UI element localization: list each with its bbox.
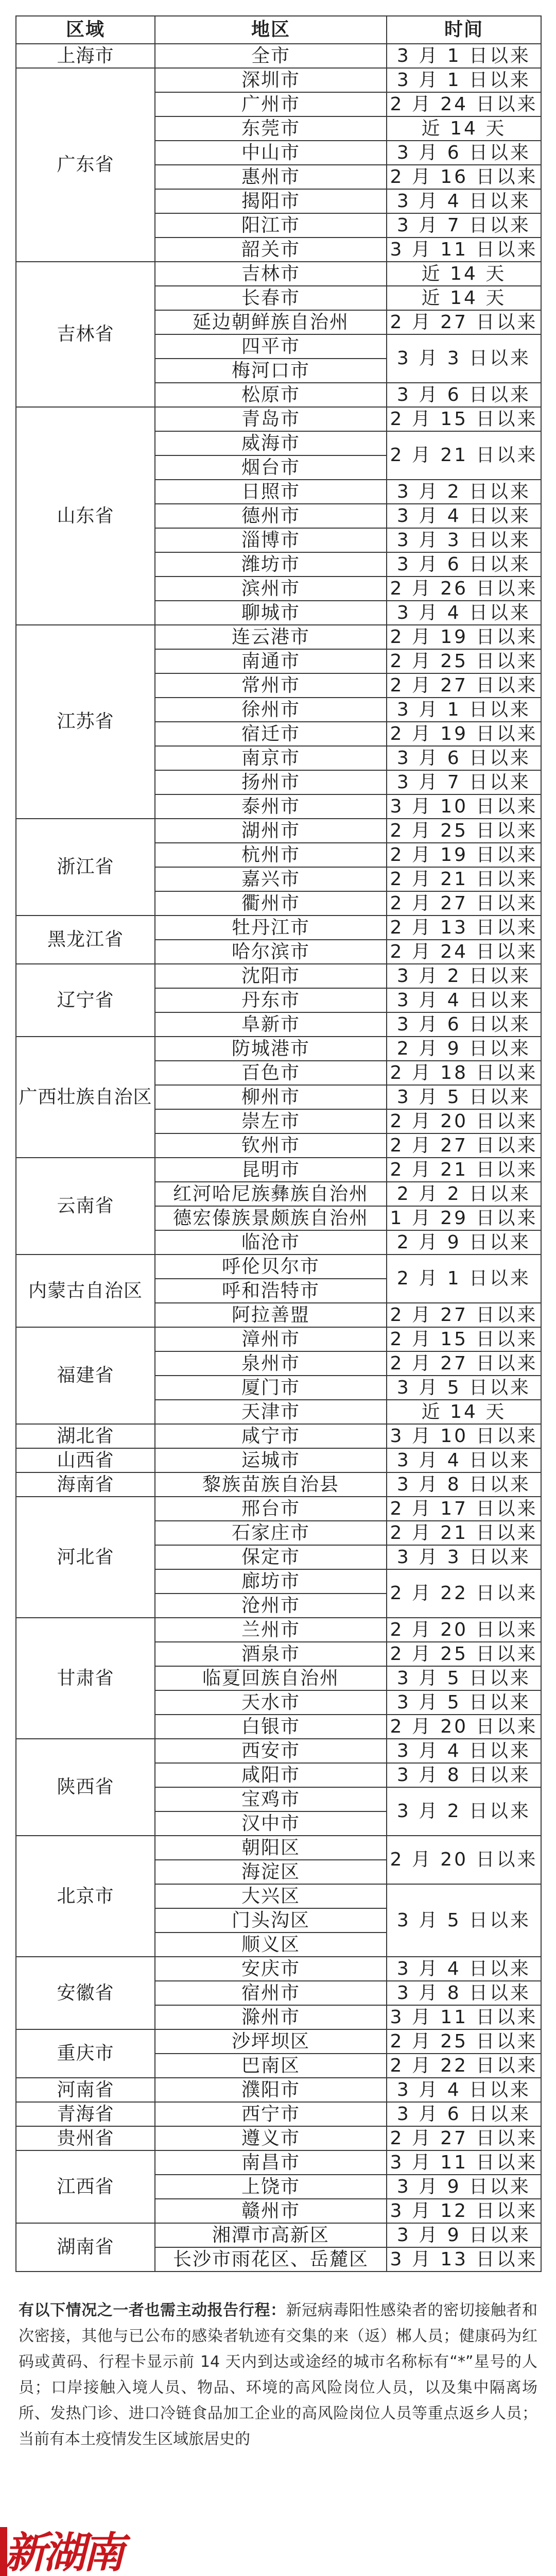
time-cell: 3 月 1 日以来 bbox=[387, 698, 541, 722]
area-cell: 丹东市 bbox=[155, 988, 387, 1012]
area-cell: 汉中市 bbox=[155, 1811, 387, 1836]
area-cell: 泉州市 bbox=[155, 1351, 387, 1376]
region-cell: 海南省 bbox=[16, 1472, 155, 1497]
area-cell: 韶关市 bbox=[155, 238, 387, 262]
area-cell: 德州市 bbox=[155, 504, 387, 528]
area-cell: 临夏回族自治州 bbox=[155, 1666, 387, 1690]
hunan-daily-logo bbox=[0, 2527, 121, 2576]
region-cell: 广东省 bbox=[16, 68, 155, 262]
time-cell: 2 月 19 日以来 bbox=[387, 722, 541, 746]
area-cell: 松原市 bbox=[155, 383, 387, 407]
time-cell: 2 月 20 日以来 bbox=[387, 1109, 541, 1133]
area-cell: 宿迁市 bbox=[155, 722, 387, 746]
area-cell: 大兴区 bbox=[155, 1884, 387, 1908]
area-cell: 保定市 bbox=[155, 1545, 387, 1569]
area-cell: 沈阳市 bbox=[155, 964, 387, 988]
area-cell: 深圳市 bbox=[155, 68, 387, 92]
area-cell: 牡丹江市 bbox=[155, 916, 387, 940]
time-cell: 2 月 17 日以来 bbox=[387, 1497, 541, 1521]
area-cell: 邢台市 bbox=[155, 1497, 387, 1521]
area-cell: 扬州市 bbox=[155, 770, 387, 794]
time-cell: 3 月 5 日以来 bbox=[387, 1085, 541, 1109]
area-cell: 酒泉市 bbox=[155, 1642, 387, 1666]
time-cell: 2 月 1 日以来 bbox=[387, 1255, 541, 1303]
time-cell: 3 月 4 日以来 bbox=[387, 1957, 541, 1981]
area-cell: 天津市 bbox=[155, 1400, 387, 1424]
time-cell: 2 月 19 日以来 bbox=[387, 843, 541, 867]
area-cell: 南昌市 bbox=[155, 2150, 387, 2175]
time-cell: 2 月 21 日以来 bbox=[387, 431, 541, 480]
area-cell: 阿拉善盟 bbox=[155, 1303, 387, 1327]
time-cell: 2 月 18 日以来 bbox=[387, 1061, 541, 1085]
region-cell: 黑龙江省 bbox=[16, 916, 155, 964]
notice-lead: 有以下情况之一者也需主动报告行程： bbox=[19, 2301, 286, 2319]
time-cell: 2 月 15 日以来 bbox=[387, 407, 541, 431]
time-cell: 3 月 4 日以来 bbox=[387, 1739, 541, 1763]
table-row bbox=[16, 2078, 541, 2102]
area-cell: 聊城市 bbox=[155, 601, 387, 625]
table-row bbox=[16, 1158, 541, 1182]
time-cell: 3 月 6 日以来 bbox=[387, 383, 541, 407]
area-cell: 钦州市 bbox=[155, 1133, 387, 1158]
time-cell: 3 月 6 日以来 bbox=[387, 141, 541, 165]
area-cell: 淄博市 bbox=[155, 528, 387, 552]
area-cell: 阳江市 bbox=[155, 213, 387, 238]
time-cell: 3 月 6 日以来 bbox=[387, 746, 541, 770]
area-cell: 兰州市 bbox=[155, 1618, 387, 1642]
table-row bbox=[16, 1957, 541, 1981]
time-cell: 3 月 4 日以来 bbox=[387, 2078, 541, 2102]
time-cell: 3 月 4 日以来 bbox=[387, 504, 541, 528]
area-cell: 长沙市雨花区、岳麓区 bbox=[155, 2247, 387, 2272]
time-cell: 3 月 3 日以来 bbox=[387, 1545, 541, 1569]
area-cell: 红河哈尼族彝族自治州 bbox=[155, 1182, 387, 1206]
logo-mark: 新湖南 bbox=[4, 2528, 121, 2576]
time-cell: 2 月 25 日以来 bbox=[387, 819, 541, 843]
area-cell: 宿州市 bbox=[155, 1981, 387, 2005]
area-cell: 日照市 bbox=[155, 480, 387, 504]
table-row bbox=[16, 1739, 541, 1763]
region-cell: 北京市 bbox=[16, 1836, 155, 1957]
table-row bbox=[16, 1255, 541, 1279]
area-cell: 上饶市 bbox=[155, 2175, 387, 2199]
area-cell: 百色市 bbox=[155, 1061, 387, 1085]
area-cell: 遵义市 bbox=[155, 2126, 387, 2150]
area-cell: 安庆市 bbox=[155, 1957, 387, 1981]
time-cell: 3 月 1 日以来 bbox=[387, 44, 541, 68]
region-cell: 山西省 bbox=[16, 1448, 155, 1472]
region-cell: 重庆市 bbox=[16, 2029, 155, 2078]
table-row bbox=[16, 1424, 541, 1448]
notice-body: 新冠病毒阳性感染者的密切接触者和次密接，其他与已公布的感染者轨迹有交集的来（返）郴人员；健康码为红码或黄码、行程卡显示前 14 天内到达或途经的城市名称标有“*”星号的人员；口岸接触入境人员、物品、环境的高风险岗位人员，以及集中隔离场所、发热门诊、进口冷链食品加工企业的高风险岗位人员等重点返乡人员；当前有本土疫情发生区域旅居史的 bbox=[19, 2301, 537, 2448]
area-cell: 呼和浩特市 bbox=[155, 1279, 387, 1303]
time-cell: 2 月 25 日以来 bbox=[387, 649, 541, 673]
time-cell: 近 14 天 bbox=[387, 1400, 541, 1424]
area-cell: 延边朝鲜族自治州 bbox=[155, 310, 387, 334]
time-cell: 2 月 27 日以来 bbox=[387, 1351, 541, 1376]
area-cell: 威海市 bbox=[155, 431, 387, 455]
area-cell: 防城港市 bbox=[155, 1037, 387, 1061]
time-cell: 3 月 7 日以来 bbox=[387, 770, 541, 794]
area-cell: 哈尔滨市 bbox=[155, 940, 387, 964]
time-cell: 2 月 21 日以来 bbox=[387, 867, 541, 891]
table-row bbox=[16, 1618, 541, 1642]
area-cell: 咸阳市 bbox=[155, 1763, 387, 1787]
area-cell: 南京市 bbox=[155, 746, 387, 770]
time-cell: 2 月 27 日以来 bbox=[387, 891, 541, 916]
area-cell: 德宏傣族景颇族自治州 bbox=[155, 1206, 387, 1230]
table-row bbox=[16, 44, 541, 68]
area-cell: 杭州市 bbox=[155, 843, 387, 867]
table-row bbox=[16, 407, 541, 431]
table-header-row bbox=[16, 16, 541, 44]
time-cell: 2 月 27 日以来 bbox=[387, 310, 541, 334]
area-cell: 中山市 bbox=[155, 141, 387, 165]
time-cell: 2 月 27 日以来 bbox=[387, 1303, 541, 1327]
table-row bbox=[16, 1327, 541, 1351]
area-cell: 顺义区 bbox=[155, 1933, 387, 1957]
area-cell: 徐州市 bbox=[155, 698, 387, 722]
region-cell: 河北省 bbox=[16, 1497, 155, 1618]
time-cell: 近 14 天 bbox=[387, 116, 541, 141]
area-cell: 滁州市 bbox=[155, 2005, 387, 2029]
time-cell: 3 月 11 日以来 bbox=[387, 2150, 541, 2175]
region-cell: 云南省 bbox=[16, 1158, 155, 1255]
area-cell: 西宁市 bbox=[155, 2102, 387, 2126]
region-cell: 江西省 bbox=[16, 2150, 155, 2223]
area-cell: 阜新市 bbox=[155, 1012, 387, 1037]
time-cell: 2 月 9 日以来 bbox=[387, 1230, 541, 1255]
area-cell: 湖州市 bbox=[155, 819, 387, 843]
area-cell: 濮阳市 bbox=[155, 2078, 387, 2102]
time-cell: 3 月 2 日以来 bbox=[387, 480, 541, 504]
time-cell: 3 月 10 日以来 bbox=[387, 1424, 541, 1448]
area-cell: 惠州市 bbox=[155, 165, 387, 189]
time-cell: 2 月 20 日以来 bbox=[387, 1618, 541, 1642]
area-cell: 宝鸡市 bbox=[155, 1787, 387, 1811]
area-cell: 门头沟区 bbox=[155, 1908, 387, 1933]
table-row bbox=[16, 819, 541, 843]
area-cell: 厦门市 bbox=[155, 1376, 387, 1400]
region-cell: 山东省 bbox=[16, 407, 155, 625]
time-cell: 3 月 3 日以来 bbox=[387, 334, 541, 383]
time-cell: 3 月 12 日以来 bbox=[387, 2199, 541, 2223]
header-time: 时间 bbox=[387, 16, 541, 44]
region-cell: 辽宁省 bbox=[16, 964, 155, 1037]
table-row bbox=[16, 1472, 541, 1497]
area-cell: 昆明市 bbox=[155, 1158, 387, 1182]
time-cell: 3 月 6 日以来 bbox=[387, 1012, 541, 1037]
time-cell: 2 月 20 日以来 bbox=[387, 1836, 541, 1884]
time-cell: 3 月 9 日以来 bbox=[387, 2175, 541, 2199]
time-cell: 2 月 27 日以来 bbox=[387, 673, 541, 698]
region-cell: 青海省 bbox=[16, 2102, 155, 2126]
time-cell: 3 月 4 日以来 bbox=[387, 189, 541, 213]
area-cell: 赣州市 bbox=[155, 2199, 387, 2223]
area-cell: 白银市 bbox=[155, 1715, 387, 1739]
area-cell: 嘉兴市 bbox=[155, 867, 387, 891]
time-cell: 3 月 1 日以来 bbox=[387, 68, 541, 92]
area-cell: 东莞市 bbox=[155, 116, 387, 141]
area-cell: 衢州市 bbox=[155, 891, 387, 916]
table-row bbox=[16, 625, 541, 649]
time-cell: 2 月 19 日以来 bbox=[387, 625, 541, 649]
area-cell: 潍坊市 bbox=[155, 552, 387, 577]
table-row bbox=[16, 1037, 541, 1061]
region-cell: 安徽省 bbox=[16, 1957, 155, 2029]
notice-paragraph bbox=[15, 2287, 541, 2452]
region-cell: 吉林省 bbox=[16, 262, 155, 407]
time-cell: 2 月 25 日以来 bbox=[387, 1642, 541, 1666]
area-cell: 咸宁市 bbox=[155, 1424, 387, 1448]
risk-table-container bbox=[15, 15, 541, 2272]
area-cell: 朝阳区 bbox=[155, 1836, 387, 1860]
time-cell: 3 月 3 日以来 bbox=[387, 528, 541, 552]
time-cell: 3 月 4 日以来 bbox=[387, 601, 541, 625]
table-row bbox=[16, 2150, 541, 2175]
area-cell: 烟台市 bbox=[155, 455, 387, 480]
time-cell: 3 月 5 日以来 bbox=[387, 1690, 541, 1715]
time-cell: 近 14 天 bbox=[387, 262, 541, 286]
time-cell: 3 月 4 日以来 bbox=[387, 988, 541, 1012]
area-cell: 连云港市 bbox=[155, 625, 387, 649]
area-cell: 南通市 bbox=[155, 649, 387, 673]
area-cell: 崇左市 bbox=[155, 1109, 387, 1133]
time-cell: 2 月 26 日以来 bbox=[387, 577, 541, 601]
time-cell: 2 月 24 日以来 bbox=[387, 940, 541, 964]
time-cell: 2 月 21 日以来 bbox=[387, 1521, 541, 1545]
area-cell: 黎族苗族自治县 bbox=[155, 1472, 387, 1497]
header-region: 区域 bbox=[16, 16, 155, 44]
area-cell: 揭阳市 bbox=[155, 189, 387, 213]
time-cell: 2 月 16 日以来 bbox=[387, 165, 541, 189]
area-cell: 湘潭市高新区 bbox=[155, 2223, 387, 2247]
area-cell: 临沧市 bbox=[155, 1230, 387, 1255]
area-cell: 沙坪坝区 bbox=[155, 2029, 387, 2054]
area-cell: 海淀区 bbox=[155, 1860, 387, 1884]
time-cell: 3 月 5 日以来 bbox=[387, 1884, 541, 1957]
time-cell: 3 月 9 日以来 bbox=[387, 2223, 541, 2247]
time-cell: 3 月 8 日以来 bbox=[387, 1472, 541, 1497]
time-cell: 3 月 8 日以来 bbox=[387, 1981, 541, 2005]
time-cell: 3 月 6 日以来 bbox=[387, 552, 541, 577]
region-cell: 湖南省 bbox=[16, 2223, 155, 2272]
region-cell: 浙江省 bbox=[16, 819, 155, 916]
area-cell: 沧州市 bbox=[155, 1594, 387, 1618]
table-row bbox=[16, 2126, 541, 2150]
area-cell: 常州市 bbox=[155, 673, 387, 698]
table-row bbox=[16, 1448, 541, 1472]
area-cell: 全市 bbox=[155, 44, 387, 68]
time-cell: 2 月 27 日以来 bbox=[387, 1133, 541, 1158]
table-row bbox=[16, 68, 541, 92]
area-cell: 四平市 bbox=[155, 334, 387, 359]
time-cell: 2 月 22 日以来 bbox=[387, 1569, 541, 1618]
area-cell: 青岛市 bbox=[155, 407, 387, 431]
table-row bbox=[16, 262, 541, 286]
time-cell: 3 月 13 日以来 bbox=[387, 2247, 541, 2272]
time-cell: 2 月 22 日以来 bbox=[387, 2054, 541, 2078]
area-cell: 巴南区 bbox=[155, 2054, 387, 2078]
area-cell: 天水市 bbox=[155, 1690, 387, 1715]
area-cell: 长春市 bbox=[155, 286, 387, 310]
time-cell: 3 月 8 日以来 bbox=[387, 1763, 541, 1787]
region-cell: 上海市 bbox=[16, 44, 155, 68]
area-cell: 漳州市 bbox=[155, 1327, 387, 1351]
region-cell: 广西壮族自治区 bbox=[16, 1037, 155, 1158]
time-cell: 2 月 20 日以来 bbox=[387, 1715, 541, 1739]
time-cell: 2 月 15 日以来 bbox=[387, 1327, 541, 1351]
time-cell: 2 月 21 日以来 bbox=[387, 1158, 541, 1182]
time-cell: 2 月 27 日以来 bbox=[387, 2126, 541, 2150]
area-cell: 滨州市 bbox=[155, 577, 387, 601]
table-row bbox=[16, 2102, 541, 2126]
area-cell: 广州市 bbox=[155, 92, 387, 116]
risk-area-table bbox=[15, 15, 542, 2272]
region-cell: 内蒙古自治区 bbox=[16, 1255, 155, 1327]
region-cell: 湖北省 bbox=[16, 1424, 155, 1448]
region-cell: 福建省 bbox=[16, 1327, 155, 1424]
time-cell: 3 月 11 日以来 bbox=[387, 2005, 541, 2029]
time-cell: 3 月 7 日以来 bbox=[387, 213, 541, 238]
time-cell: 3 月 2 日以来 bbox=[387, 1787, 541, 1836]
area-cell: 吉林市 bbox=[155, 262, 387, 286]
time-cell: 3 月 2 日以来 bbox=[387, 964, 541, 988]
region-cell: 河南省 bbox=[16, 2078, 155, 2102]
time-cell: 3 月 5 日以来 bbox=[387, 1666, 541, 1690]
area-cell: 运城市 bbox=[155, 1448, 387, 1472]
area-cell: 呼伦贝尔市 bbox=[155, 1255, 387, 1279]
table-row bbox=[16, 2223, 541, 2247]
time-cell: 3 月 6 日以来 bbox=[387, 2102, 541, 2126]
table-row bbox=[16, 964, 541, 988]
time-cell: 3 月 5 日以来 bbox=[387, 1376, 541, 1400]
region-cell: 贵州省 bbox=[16, 2126, 155, 2150]
table-row bbox=[16, 2029, 541, 2054]
table-body bbox=[16, 44, 541, 2272]
time-cell: 3 月 10 日以来 bbox=[387, 794, 541, 819]
time-cell: 3 月 11 日以来 bbox=[387, 238, 541, 262]
area-cell: 廊坊市 bbox=[155, 1569, 387, 1594]
area-cell: 泰州市 bbox=[155, 794, 387, 819]
time-cell: 2 月 9 日以来 bbox=[387, 1037, 541, 1061]
area-cell: 石家庄市 bbox=[155, 1521, 387, 1545]
time-cell: 2 月 2 日以来 bbox=[387, 1182, 541, 1206]
region-cell: 陕西省 bbox=[16, 1739, 155, 1836]
table-row bbox=[16, 1497, 541, 1521]
region-cell: 甘肃省 bbox=[16, 1618, 155, 1739]
table-row bbox=[16, 916, 541, 940]
time-cell: 2 月 13 日以来 bbox=[387, 916, 541, 940]
area-cell: 柳州市 bbox=[155, 1085, 387, 1109]
area-cell: 西安市 bbox=[155, 1739, 387, 1763]
region-cell: 江苏省 bbox=[16, 625, 155, 819]
time-cell: 2 月 24 日以来 bbox=[387, 92, 541, 116]
time-cell: 3 月 4 日以来 bbox=[387, 1448, 541, 1472]
time-cell: 2 月 25 日以来 bbox=[387, 2029, 541, 2054]
time-cell: 近 14 天 bbox=[387, 286, 541, 310]
area-cell: 梅河口市 bbox=[155, 359, 387, 383]
header-area: 地区 bbox=[155, 16, 387, 44]
time-cell: 1 月 29 日以来 bbox=[387, 1206, 541, 1230]
table-row bbox=[16, 1836, 541, 1860]
